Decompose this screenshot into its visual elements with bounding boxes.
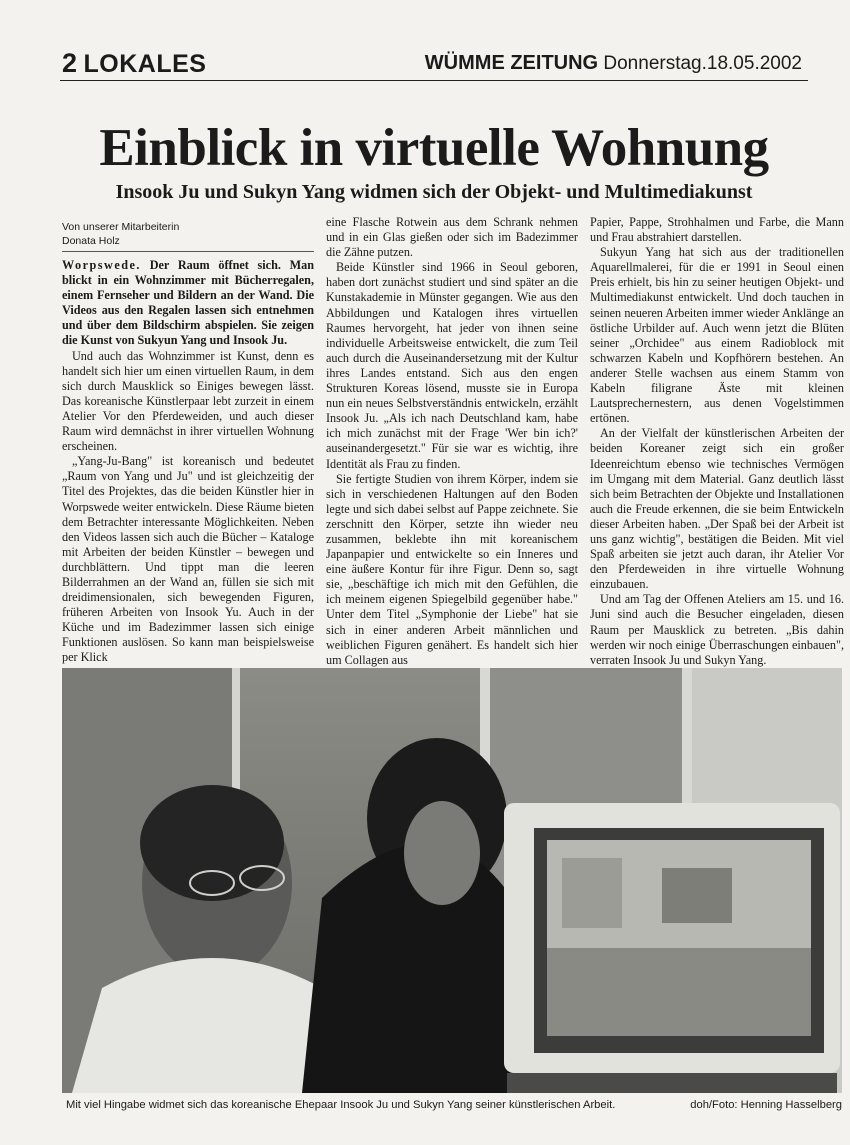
article-column-2 bbox=[326, 215, 578, 668]
photo-credit: doh/Foto: Henning Hasselberg bbox=[690, 1099, 842, 1111]
paragraph: Sukyun Yang hat sich aus der traditionellen Aquarellmalerei, für die er 1991 in Seoul einen Preis erhielt, bis hin zu seiner heutigen Objekt- und Multimediakunst entwickelt. Und doch tauchen in seinen neueren Arbeiten immer wieder Anklänge an östliche Urbilder auf. Auch wenn jetzt die Blüten seiner „Orchidee" aus einem Radioblock mit schwarzen Kabeln und Kopfhörern bestehen. An anderer Stelle wachsen aus einem Stamm von Kabeln filigrane Äste mit kleinen Lautsprechernestern, aus denen Vogelstimmen ertönen. bbox=[590, 245, 844, 426]
byline-author: Donata Holz bbox=[62, 235, 120, 247]
page-number: 2 bbox=[62, 48, 78, 78]
article-column-3 bbox=[590, 215, 844, 668]
caption-text: Mit viel Hingabe widmet sich das koreanische Ehepaar Insook Ju und Sukyn Yang seiner künstlerischen Arbeit. bbox=[66, 1099, 616, 1111]
paragraph: Sie fertigte Studien von ihrem Körper, indem sie sich in verschiedenen Haltungen auf den Boden legte und sich dabei selbst auf Pappe zeichnete. Sie zerschnitt den Körper, setzte ihn wieder neu zusammen, beklebte ihn mit koreanischem Japanpapier und entwickelte so ein Inneres und eine äußere Kontur für ihre Figur. Denn so, sagt sie, „beschäftige ich mich mit den Gefühlen, die ich meinem eigenen Spiegelbild gegenüber habe." Unter dem Titel „Symphonie der Liebe" hat sie sich in einer anderen Arbeit männlichen und weiblichen Figuren genähert. Es handelt sich hier um Collagen aus bbox=[326, 471, 578, 667]
photo-illustration bbox=[62, 668, 842, 1093]
article-photo bbox=[62, 668, 842, 1093]
paragraph: „Yang-Ju-Bang" ist koreanisch und bedeutet „Raum von Yang und Ju" und ist gleichzeitig der Titel des Projektes, das die beiden Künstler hier in Worpswede weiter entwickeln. Diese Räume bieten dem Betrachter interessante Möglichkeiten. Neben den Videos lassen sich auch die Bücher – Kataloge mit Arbeiten der beiden Künstler – bewegen und durchblättern. Und tippt man die leeren Bilderrahmen an der Wand an, füllen sie sich mit dreidimensionalen, sich bewegenden Figuren, früheren Arbeiten von Insook Yu. Auch in der Küche und im Badezimmer lassen sich einige Funktionen auslösen. So kann man beispielsweise per Klick bbox=[62, 454, 314, 665]
header-rule bbox=[60, 80, 808, 81]
paragraph: Beide Künstler sind 1966 in Seoul geboren, haben dort zunächst studiert und sind später an die Kunstakademie in Münster gegangen. Wie aus den Abbildungen und Katalogen ihres virtuellen Raumes hervorgeht, hat jeder von ihnen seine individuelle Arbeitsweise entwickelt, die zum Teil auch durch die Auseinandersetzung mit der Kultur ihres Landes entstand. Sich aus den engen Strukturen Koreas lösend, musste sie in Europa nun ein neues Selbstverständnis entwickeln, erzählt Insook Ju. „Als ich nach Deutschland kam, habe ich mich zunächst mit der Frage 'Wer bin ich?' auseinandergesetzt." Für sie war es wichtig, ihre Identität als Frau zu finden. bbox=[326, 260, 578, 471]
dateline: Worpswede. bbox=[62, 258, 141, 272]
lead-paragraph bbox=[62, 258, 314, 349]
section-name: LOKALES bbox=[83, 50, 207, 78]
paragraph: Und am Tag der Offenen Ateliers am 15. und 16. Juni sind auch die Besucher eingeladen, diesen Raum per Mausklick zu betreten. „Bis dahin werden wir noch einige Überraschungen einbauen", verraten Insook Ju und Sukyn Yang. bbox=[590, 592, 844, 667]
article-subheadline: Insook Ju und Sukyn Yang widmen sich der Objekt- und Multimediakunst bbox=[115, 181, 753, 203]
photo-caption bbox=[66, 1098, 842, 1112]
paragraph: Papier, Pappe, Strohhalmen und Farbe, die Mann und Frau abstrahiert darstellen. bbox=[590, 215, 844, 245]
paragraph: eine Flasche Rotwein aus dem Schrank nehmen und in ein Glas gießen oder sich im Badezimmer die Zähne putzen. bbox=[326, 215, 578, 260]
lead-text: Der Raum öffnet sich. Man blickt in ein Wohnzimmer mit Bücherregalen, einem Fernseher und Bildern an der Wand. Die Videos aus den Regalen lassen sich entnehmen und über dem Bildschirm abspielen. Sie zeigen die Kunst von Sukyun Yang und Insook Ju. bbox=[62, 258, 314, 348]
paragraph: Und auch das Wohnzimmer ist Kunst, denn es handelt sich hier um einen virtuellen Raum, in dem sich durch Mausklick so Einiges bewegen lässt. Das koreanische Künstlerpaar lebt zurzeit in einem Atelier Vor den Pferdeweiden, und auch dieser Raum wird demnächst in ihrer virtuellen Wohnung erscheinen. bbox=[62, 348, 314, 454]
newspaper-name: WÜMME ZEITUNG bbox=[424, 52, 599, 74]
byline bbox=[62, 220, 314, 252]
byline-line: Von unserer Mitarbeiterin bbox=[62, 221, 180, 233]
article-column-1 bbox=[62, 220, 314, 666]
paragraph: An der Vielfalt der künstlerischen Arbeiten der beiden Koreaner zeigt sich ein großer Ideenreichtum ebenso wie technisches Vermögen im Umgang mit dem Material. Ganz deutlich lässt sich beim Betrachten der Objekte und Installationen auch die Freude erkennen, die sie beim Entwickeln dieser Arbeiten haben. „Der Spaß bei der Arbeit ist uns ganz wichtig", bestätigen die Beiden. Mit viel Spaß arbeiten sie jetzt auch daran, ihr Atelier Vor den Pferdeweiden in ihre virtuelle Wohnung einzubauen. bbox=[590, 426, 844, 592]
masthead bbox=[425, 52, 802, 75]
section-header bbox=[62, 48, 206, 79]
article-headline: Einblick in virtuelle Wohnung bbox=[99, 119, 769, 177]
issue-date: Donnerstag.18.05.2002 bbox=[603, 53, 802, 74]
